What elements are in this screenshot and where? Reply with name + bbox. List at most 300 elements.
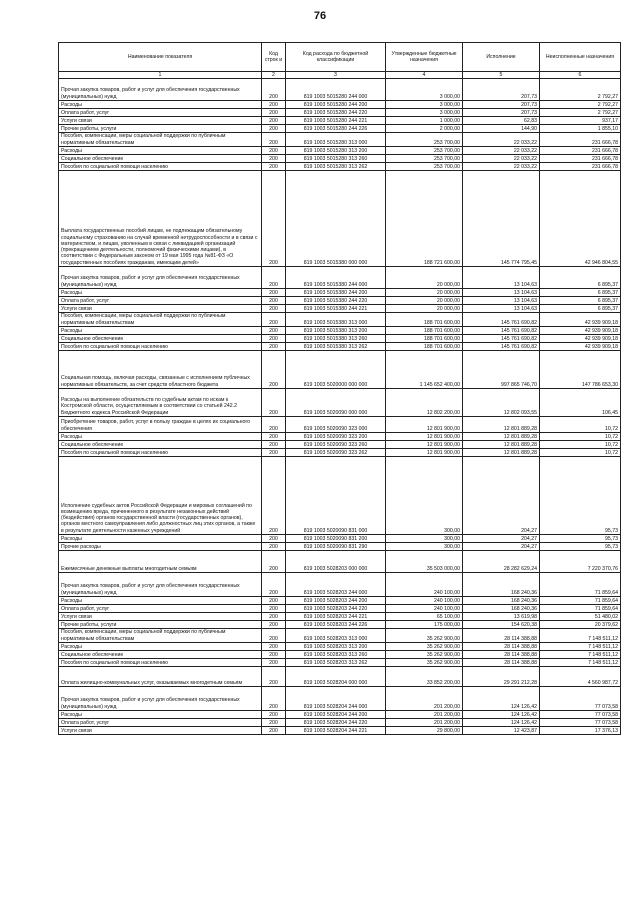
row-name: Оплата работ, услуг [59, 605, 262, 613]
row-remaining: 42 939 909,18 [540, 335, 621, 343]
row-budget-code: 819 1003 5028203 244 000 [286, 573, 386, 597]
row-budget-code: 819 1003 5028203 244 221 [286, 613, 386, 621]
row-approved: 35 262 900,00 [386, 651, 463, 659]
row-remaining: 7 220 370,76 [540, 551, 621, 573]
table-row [59, 621, 621, 629]
row-line-code: 200 [262, 613, 286, 621]
row-name: Пособия, компенсации, меры социальной поддержки по публичным нормативным обязательствам [59, 313, 262, 327]
row-executed: 22 033,22 [463, 155, 540, 163]
row-line-code: 200 [262, 535, 286, 543]
table-row [59, 613, 621, 621]
table-row [59, 155, 621, 163]
row-line-code: 200 [262, 305, 286, 313]
row-approved: 253 700,00 [386, 163, 463, 171]
header-budget-code: Код расхода по бюджетной классификации [286, 43, 386, 72]
row-line-code: 200 [262, 457, 286, 535]
table-row [59, 327, 621, 335]
row-name: Оплата работ, услуг [59, 297, 262, 305]
row-budget-code: 819 1003 5028203 244 220 [286, 605, 386, 613]
row-remaining: 42 939 909,18 [540, 343, 621, 351]
row-remaining: 231 666,78 [540, 133, 621, 147]
row-line-code: 200 [262, 313, 286, 327]
row-remaining: 147 786 653,30 [540, 351, 621, 389]
row-name: Пособия по социальной помощи населению [59, 449, 262, 457]
row-approved: 175 000,00 [386, 621, 463, 629]
row-remaining: 95,73 [540, 535, 621, 543]
row-executed: 22 033,22 [463, 133, 540, 147]
row-budget-code: 819 1003 5020090 323 262 [286, 449, 386, 457]
table-row [59, 171, 621, 267]
row-name: Выплата государственных пособий лицам, не подлежащим обязательному социальному страхованию на случай временной нетрудоспособности и в связи с материнством, и лицам, уволенным в связи с ликвидацией организаций (прекращением деятельности, полномочий физическими лицами), в соответствии с Федеральным законом от 19 мая 1995 года №81-ФЗ «О государственных пособиях гражданам, имеющим детей» [59, 171, 262, 267]
table-row [59, 163, 621, 171]
row-budget-code: 819 1003 5028203 244 226 [286, 621, 386, 629]
row-line-code: 200 [262, 327, 286, 335]
row-executed: 28 114 388,88 [463, 629, 540, 643]
row-remaining: 10,72 [540, 441, 621, 449]
row-remaining: 42 946 804,55 [540, 171, 621, 267]
row-remaining: 6 895,37 [540, 267, 621, 289]
table-row [59, 417, 621, 433]
row-approved: 300,00 [386, 535, 463, 543]
row-executed: 145 761 690,82 [463, 327, 540, 335]
row-remaining: 42 939 909,18 [540, 327, 621, 335]
row-name: Социальное обеспечение [59, 155, 262, 163]
row-approved: 2 000,00 [386, 125, 463, 133]
table-row [59, 305, 621, 313]
row-approved: 240 100,00 [386, 597, 463, 605]
budget-execution-table [58, 42, 621, 735]
row-executed: 207,73 [463, 109, 540, 117]
row-name: Расходы [59, 147, 262, 155]
table-row [59, 659, 621, 667]
row-approved: 12 802 200,00 [386, 389, 463, 417]
row-line-code: 200 [262, 433, 286, 441]
row-budget-code: 819 1003 5028204 244 200 [286, 711, 386, 719]
table-row [59, 267, 621, 289]
row-line-code: 200 [262, 573, 286, 597]
row-line-code: 200 [262, 597, 286, 605]
row-budget-code: 819 1003 5015280 313 260 [286, 155, 386, 163]
row-name: Расходы [59, 535, 262, 543]
table-row [59, 433, 621, 441]
row-name: Пособия по социальной помощи населению [59, 659, 262, 667]
table-row [59, 711, 621, 719]
row-line-code: 200 [262, 101, 286, 109]
row-budget-code: 819 1003 5028204 000 000 [286, 667, 386, 687]
table-header-row [59, 43, 621, 72]
row-approved: 201 200,00 [386, 719, 463, 727]
row-line-code: 200 [262, 335, 286, 343]
row-executed: 145 761 690,82 [463, 335, 540, 343]
row-approved: 240 100,00 [386, 573, 463, 597]
row-line-code: 200 [262, 629, 286, 643]
row-name: Социальное обеспечение [59, 335, 262, 343]
table-row [59, 457, 621, 535]
row-name: Расходы [59, 327, 262, 335]
row-approved: 253 700,00 [386, 147, 463, 155]
row-budget-code: 819 1003 5028203 244 200 [286, 597, 386, 605]
table-row [59, 643, 621, 651]
row-line-code: 200 [262, 543, 286, 551]
row-approved: 188 721 600,00 [386, 171, 463, 267]
row-budget-code: 819 1003 5028204 244 221 [286, 727, 386, 735]
table-row [59, 109, 621, 117]
row-line-code: 200 [262, 643, 286, 651]
row-executed: 28 114 388,88 [463, 659, 540, 667]
row-budget-code: 819 1003 5028203 313 000 [286, 629, 386, 643]
table-row [59, 133, 621, 147]
column-index: 6 [540, 72, 621, 79]
row-executed: 145 774 795,45 [463, 171, 540, 267]
row-name: Социальное обеспечение [59, 441, 262, 449]
row-line-code: 200 [262, 719, 286, 727]
table-row [59, 535, 621, 543]
row-name: Расходы [59, 433, 262, 441]
table-row [59, 335, 621, 343]
row-executed: 28 114 388,88 [463, 643, 540, 651]
table-row [59, 687, 621, 711]
row-name: Исполнение судебных актов Российской Федерации и мировых соглашений по возмещению вреда, причиненного в результате незаконных действий (бездействия) органов государственной власти (государственных органов), органов местного самоуправления либо должностных лиц этих органов, а также в результате деятельности казенных учреждений [59, 457, 262, 535]
row-budget-code: 819 1003 5015380 244 000 [286, 267, 386, 289]
row-approved: 240 100,00 [386, 605, 463, 613]
table-row [59, 543, 621, 551]
row-remaining: 71 859,64 [540, 605, 621, 613]
row-budget-code: 819 1003 5015280 313 200 [286, 147, 386, 155]
column-index: 3 [286, 72, 386, 79]
row-remaining: 95,73 [540, 543, 621, 551]
row-line-code: 200 [262, 687, 286, 711]
row-name: Оплата работ, услуг [59, 109, 262, 117]
row-executed: 168 240,36 [463, 597, 540, 605]
row-budget-code: 819 1003 5015380 244 220 [286, 297, 386, 305]
row-budget-code: 819 1003 5015280 313 262 [286, 163, 386, 171]
row-executed: 168 240,36 [463, 573, 540, 597]
row-budget-code: 819 1003 5015280 313 000 [286, 133, 386, 147]
row-name: Расходы [59, 597, 262, 605]
row-remaining: 6 895,37 [540, 297, 621, 305]
row-executed: 124 126,42 [463, 719, 540, 727]
table-row [59, 389, 621, 417]
row-executed: 62,83 [463, 117, 540, 125]
row-budget-code: 819 1003 5020090 831 200 [286, 535, 386, 543]
row-remaining: 2 792,27 [540, 79, 621, 101]
row-line-code: 200 [262, 79, 286, 101]
row-budget-code: 819 1003 5015280 244 220 [286, 109, 386, 117]
table-row [59, 289, 621, 297]
row-remaining: 77 073,58 [540, 711, 621, 719]
row-executed: 204,27 [463, 535, 540, 543]
row-executed: 207,73 [463, 101, 540, 109]
table-row [59, 147, 621, 155]
row-approved: 20 000,00 [386, 305, 463, 313]
row-approved: 3 000,00 [386, 79, 463, 101]
row-remaining: 2 792,27 [540, 101, 621, 109]
row-executed: 22 033,22 [463, 163, 540, 171]
row-remaining: 7 148 511,12 [540, 651, 621, 659]
table-row [59, 125, 621, 133]
row-budget-code: 819 1003 5028203 000 000 [286, 551, 386, 573]
row-executed: 144,90 [463, 125, 540, 133]
row-executed: 28 114 388,88 [463, 651, 540, 659]
table-row [59, 101, 621, 109]
row-approved: 201 200,00 [386, 687, 463, 711]
row-name: Оплата работ, услуг [59, 719, 262, 727]
row-name: Пособия, компенсации, меры социальной поддержки по публичным нормативным обязательствам [59, 629, 262, 643]
row-executed: 13 104,63 [463, 267, 540, 289]
row-budget-code: 819 1003 5020090 323 260 [286, 441, 386, 449]
row-name: Прочая закупка товаров, работ и услуг для обеспечения государственных (муниципальных) нужд [59, 573, 262, 597]
row-executed: 12 801 889,28 [463, 433, 540, 441]
row-executed: 12 801 889,28 [463, 417, 540, 433]
row-budget-code: 819 1003 5028204 244 000 [286, 687, 386, 711]
row-remaining: 10,72 [540, 417, 621, 433]
row-name: Прочие работы, услуги [59, 125, 262, 133]
row-executed: 124 126,42 [463, 711, 540, 719]
row-name: Расходы на выполнение обязательств по судебным актам по искам к Костромской области, осуществляемым в соответствии со статьей 242.2 Бюджетного кодекса Российской Федерации [59, 389, 262, 417]
row-executed: 145 761 690,82 [463, 313, 540, 327]
row-approved: 20 000,00 [386, 289, 463, 297]
row-name: Ежемесячные денежные выплаты многодетным семьям [59, 551, 262, 573]
row-budget-code: 819 1003 5020090 831 000 [286, 457, 386, 535]
row-executed: 13 104,63 [463, 305, 540, 313]
row-remaining: 231 666,78 [540, 147, 621, 155]
row-executed: 124 126,42 [463, 687, 540, 711]
row-approved: 12 801 900,00 [386, 441, 463, 449]
row-remaining: 77 073,58 [540, 719, 621, 727]
row-executed: 154 620,38 [463, 621, 540, 629]
row-budget-code: 819 1003 5020000 000 000 [286, 351, 386, 389]
row-name: Пособия, компенсации, меры социальной поддержки по публичным нормативным обязательствам [59, 133, 262, 147]
table-column-index-row [59, 72, 621, 79]
table-row [59, 343, 621, 351]
row-approved: 201 200,00 [386, 711, 463, 719]
row-name: Расходы [59, 711, 262, 719]
row-budget-code: 819 1003 5020090 323 000 [286, 417, 386, 433]
table-row [59, 297, 621, 305]
row-remaining: 6 895,37 [540, 305, 621, 313]
table-row [59, 79, 621, 101]
row-remaining: 7 148 511,12 [540, 629, 621, 643]
row-line-code: 200 [262, 441, 286, 449]
row-line-code: 200 [262, 711, 286, 719]
table-row [59, 117, 621, 125]
row-line-code: 200 [262, 117, 286, 125]
row-line-code: 200 [262, 389, 286, 417]
table-row [59, 441, 621, 449]
row-approved: 253 700,00 [386, 133, 463, 147]
page-number: 76 [313, 10, 327, 22]
column-index: 4 [386, 72, 463, 79]
row-executed: 204,27 [463, 457, 540, 535]
row-line-code: 200 [262, 147, 286, 155]
row-name: Прочие расходы [59, 543, 262, 551]
row-approved: 188 701 600,00 [386, 327, 463, 335]
row-line-code: 200 [262, 133, 286, 147]
row-budget-code: 819 1003 5028203 313 262 [286, 659, 386, 667]
row-budget-code: 819 1003 5015280 244 200 [286, 101, 386, 109]
column-index: 1 [59, 72, 262, 79]
row-name: Расходы [59, 289, 262, 297]
row-line-code: 200 [262, 297, 286, 305]
row-budget-code: 819 1003 5015380 313 000 [286, 313, 386, 327]
row-line-code: 200 [262, 343, 286, 351]
row-approved: 35 503 000,00 [386, 551, 463, 573]
row-line-code: 200 [262, 605, 286, 613]
table-row [59, 667, 621, 687]
row-budget-code: 819 1003 5015380 313 260 [286, 335, 386, 343]
row-name: Расходы [59, 643, 262, 651]
row-budget-code: 819 1003 5020090 000 000 [286, 389, 386, 417]
row-name: Пособия по социальной помощи населению [59, 343, 262, 351]
header-remaining: Неисполненные назначения [540, 43, 621, 72]
row-remaining: 71 859,64 [540, 573, 621, 597]
row-approved: 35 262 900,00 [386, 629, 463, 643]
row-approved: 65 100,00 [386, 613, 463, 621]
row-approved: 3 000,00 [386, 109, 463, 117]
table-row [59, 351, 621, 389]
row-budget-code: 819 1003 5020090 831 290 [286, 543, 386, 551]
table-row [59, 573, 621, 597]
row-remaining: 51 480,02 [540, 613, 621, 621]
column-index: 5 [463, 72, 540, 79]
row-line-code: 200 [262, 125, 286, 133]
row-executed: 207,73 [463, 79, 540, 101]
row-line-code: 200 [262, 155, 286, 163]
row-executed: 12 423,87 [463, 727, 540, 735]
table-row [59, 449, 621, 457]
row-approved: 12 801 900,00 [386, 449, 463, 457]
row-line-code: 200 [262, 551, 286, 573]
row-name: Услуги связи [59, 613, 262, 621]
row-approved: 1 000,00 [386, 117, 463, 125]
row-approved: 35 262 900,00 [386, 659, 463, 667]
row-remaining: 6 895,37 [540, 289, 621, 297]
row-executed: 28 282 629,24 [463, 551, 540, 573]
header-name: Наименование показателя [59, 43, 262, 72]
row-remaining: 10,72 [540, 433, 621, 441]
row-budget-code: 819 1003 5015280 244 221 [286, 117, 386, 125]
header-line-code: Код строк и [262, 43, 286, 72]
row-name: Социальное обеспечение [59, 651, 262, 659]
row-approved: 29 800,00 [386, 727, 463, 735]
row-approved: 188 701 600,00 [386, 335, 463, 343]
table-body [59, 79, 621, 735]
row-line-code: 200 [262, 651, 286, 659]
header-approved: Утвержденные бюджетные назначения [386, 43, 463, 72]
row-name: Прочая закупка товаров, работ и услуг для обеспечения государственных (муниципальных) нужд [59, 267, 262, 289]
table-row [59, 551, 621, 573]
header-executed: Исполнение [463, 43, 540, 72]
row-line-code: 200 [262, 163, 286, 171]
table-row [59, 651, 621, 659]
row-approved: 300,00 [386, 457, 463, 535]
row-remaining: 231 666,78 [540, 155, 621, 163]
row-budget-code: 819 1003 5015380 244 200 [286, 289, 386, 297]
row-approved: 12 801 900,00 [386, 433, 463, 441]
row-executed: 12 802 093,55 [463, 389, 540, 417]
row-approved: 35 262 900,00 [386, 643, 463, 651]
row-budget-code: 819 1003 5015380 244 221 [286, 305, 386, 313]
row-line-code: 200 [262, 351, 286, 389]
row-line-code: 200 [262, 659, 286, 667]
row-line-code: 200 [262, 667, 286, 687]
row-executed: 12 801 889,28 [463, 449, 540, 457]
row-executed: 13 619,98 [463, 613, 540, 621]
row-line-code: 200 [262, 727, 286, 735]
row-remaining: 4 560 987,72 [540, 667, 621, 687]
table-row [59, 719, 621, 727]
row-name: Прочая закупка товаров, работ и услуг для обеспечения государственных (муниципальных) нужд [59, 79, 262, 101]
row-remaining: 1 855,10 [540, 125, 621, 133]
row-remaining: 10,72 [540, 449, 621, 457]
row-budget-code: 819 1003 5015380 000 000 [286, 171, 386, 267]
row-executed: 22 033,22 [463, 147, 540, 155]
row-approved: 253 700,00 [386, 155, 463, 163]
column-index: 2 [262, 72, 286, 79]
row-remaining: 2 792,27 [540, 109, 621, 117]
row-remaining: 937,17 [540, 117, 621, 125]
row-name: Услуги связи [59, 305, 262, 313]
row-remaining: 77 073,58 [540, 687, 621, 711]
row-approved: 188 701 600,00 [386, 313, 463, 327]
row-budget-code: 819 1003 5015280 244 000 [286, 79, 386, 101]
table-row [59, 629, 621, 643]
row-remaining: 231 666,78 [540, 163, 621, 171]
row-name: Оплата жилищно-коммунальных услуг, оказываемых многодетным семьям [59, 667, 262, 687]
table-row [59, 313, 621, 327]
row-approved: 20 000,00 [386, 267, 463, 289]
row-approved: 3 000,00 [386, 101, 463, 109]
row-name: Приобретение товаров, работ, услуг в пользу граждан в целях их социального обеспечения [59, 417, 262, 433]
row-line-code: 200 [262, 171, 286, 267]
row-remaining: 7 148 511,12 [540, 643, 621, 651]
row-name: Услуги связи [59, 117, 262, 125]
row-executed: 168 240,36 [463, 605, 540, 613]
row-name: Расходы [59, 101, 262, 109]
row-remaining: 42 939 909,18 [540, 313, 621, 327]
row-line-code: 200 [262, 267, 286, 289]
row-executed: 145 761 690,82 [463, 343, 540, 351]
row-name: Пособия по социальной помощи населению [59, 163, 262, 171]
row-executed: 29 291 212,28 [463, 667, 540, 687]
row-executed: 204,27 [463, 543, 540, 551]
row-name: Социальная помощь, включая расходы, связанные с исполнением публичных нормативных обязательств, за счет средств областного бюджета [59, 351, 262, 389]
row-remaining: 20 379,62 [540, 621, 621, 629]
row-executed: 13 104,63 [463, 297, 540, 305]
row-name: Прочая закупка товаров, работ и услуг для обеспечения государственных (муниципальных) нужд [59, 687, 262, 711]
row-budget-code: 819 1003 5028203 313 260 [286, 651, 386, 659]
row-line-code: 200 [262, 417, 286, 433]
row-approved: 300,00 [386, 543, 463, 551]
row-line-code: 200 [262, 109, 286, 117]
row-remaining: 17 376,13 [540, 727, 621, 735]
row-executed: 12 801 889,28 [463, 441, 540, 449]
row-remaining: 7 148 511,12 [540, 659, 621, 667]
row-line-code: 200 [262, 289, 286, 297]
row-budget-code: 819 1003 5020090 323 200 [286, 433, 386, 441]
row-approved: 188 701 600,00 [386, 343, 463, 351]
row-budget-code: 819 1003 5015380 313 262 [286, 343, 386, 351]
row-budget-code: 819 1003 5028203 313 200 [286, 643, 386, 651]
row-line-code: 200 [262, 449, 286, 457]
row-budget-code: 819 1003 5028204 244 220 [286, 719, 386, 727]
row-line-code: 200 [262, 621, 286, 629]
row-executed: 997 865 746,70 [463, 351, 540, 389]
row-remaining: 106,45 [540, 389, 621, 417]
row-budget-code: 819 1003 5015380 313 200 [286, 327, 386, 335]
table-row [59, 727, 621, 735]
table-row [59, 597, 621, 605]
